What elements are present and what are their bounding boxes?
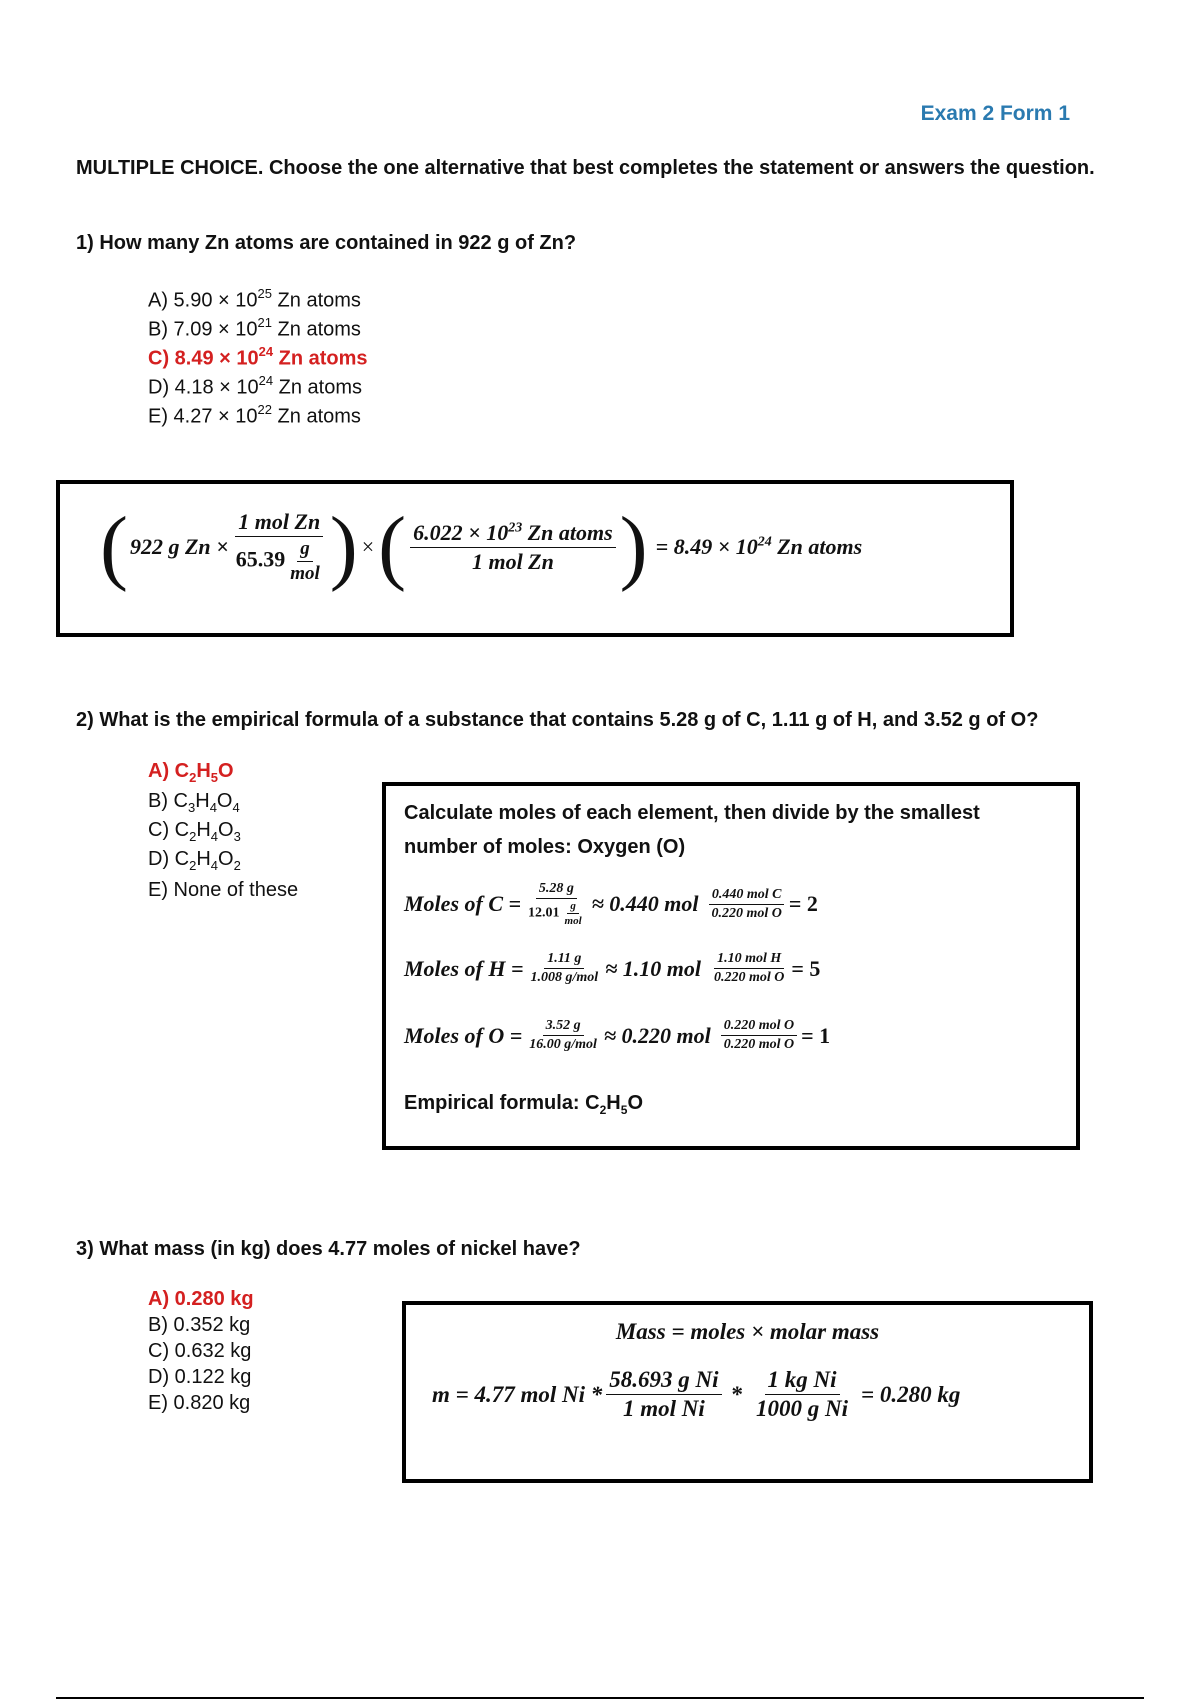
q1-solution-box: ( 922 g Zn × 1 mol Zn 65.39 $\frac{g}{\text{mol}}$ ) × ( $\frac{6.022 \times 10^{23} Zn atoms}{\text{1 mol Zn}}$ ) = $8.49 \times 10^{24}$ Zn atoms [56,480,1014,637]
exam-title: Exam 2 Form 1 [920,102,1070,125]
q1-molar-mass-fraction: 1 mol Zn 65.39 $\frac{g}{\text{mol}}$ [233,509,326,585]
q3-option-d: D) 0.122 kg [148,1366,252,1388]
q3-calculation: m = 4.77 mol Ni * $\frac{\text{58.693 g Ni}}{\text{1 mol Ni}}$ * $\frac{\text{1 kg Ni}}{\text{1000 g Ni}}$ = 0.280 kg [432,1367,961,1421]
question-2: 2) What is the empirical formula of a substance that contains 5.28 g of C, 1.11 g of H, and 3.52 g of O? [76,709,1039,731]
q2-option-d: D) $C_2H_4O_2$ [148,848,241,873]
q3-option-e: E) 0.820 kg [148,1392,251,1414]
q3-option-a-correct: A) 0.280 kg [148,1288,254,1310]
q2-moles-c-row: Moles of C = 5.28 g 12.01 $\frac{g}{\text{mol}}$ ≈ 0.440 mol $\frac{\text{0.440 mol C}}{\text{0.220 mol O}}$ = 2 [404,881,818,927]
q2-moles-o-row: Moles of O = $\frac{3.52 g}{\text{16.00 g/mol}}$ ≈ 0.220 mol $\frac{\text{0.220 mol O}}{\text{0.220 mol O}}$ = 1 [404,1018,831,1052]
q3-option-c: C) 0.632 kg [148,1340,252,1362]
q2-empirical-formula: Empirical formula: $C_2H_5O$ [404,1092,643,1117]
q2-solution-box [382,782,1080,1150]
q2-option-a-correct: A) $C_2H_5O$ [148,760,234,785]
q1-given-mass: 922 g Zn × [129,534,229,559]
q2-solution-intro: Calculate moles of each element, then divide by the smallest number of moles: Oxygen (O) [404,802,980,858]
q1-option-d: D) $4.18 \times 10^{24}$ Zn atoms [148,373,363,399]
bottom-divider [56,1697,1144,1699]
q1-result: = $8.49 \times 10^{24}$ Zn atoms [655,534,863,559]
q1-option-b: B) $7.09 \times 10^{21}$ Zn atoms [148,315,361,341]
question-3: 3) What mass (in kg) does 4.77 moles of nickel have? [76,1238,581,1260]
q1-option-a: A) $5.90 \times 10^{25}$ Zn atoms [148,286,361,312]
q1-option-e: E) $4.27 \times 10^{22}$ Zn atoms [148,402,361,428]
q1-option-c-correct: C) $8.49 \times 10^{24}$ Zn atoms [148,344,368,370]
q3-solution-box [402,1301,1093,1483]
q3-mass-formula: Mass = moles × molar mass [615,1319,880,1344]
q2-option-c: C) $C_2H_4O_3$ [148,819,241,844]
q2-moles-h-row: Moles of H = $\frac{1.11 g}{\text{1.008 g/mol}}$ ≈ 1.10 mol $\frac{\text{1.10 mol H}}{\text{0.220 mol O}}$ = 5 [404,951,821,985]
q2-option-b: B) $C_3H_4O_4$ [148,790,240,815]
instructions: MULTIPLE CHOICE. Choose the one alternative that best completes the statement or answers the question. [76,157,1095,179]
q2-option-e: E) None of these [148,879,299,901]
q3-option-b: B) 0.352 kg [148,1314,251,1336]
q1-avogadro-fraction: $\frac{6.022 \times 10^{23} Zn atoms}{\text{1 mol Zn}}$ [410,520,616,575]
question-1: 1) How many Zn atoms are contained in 922 g of Zn? [76,232,577,254]
